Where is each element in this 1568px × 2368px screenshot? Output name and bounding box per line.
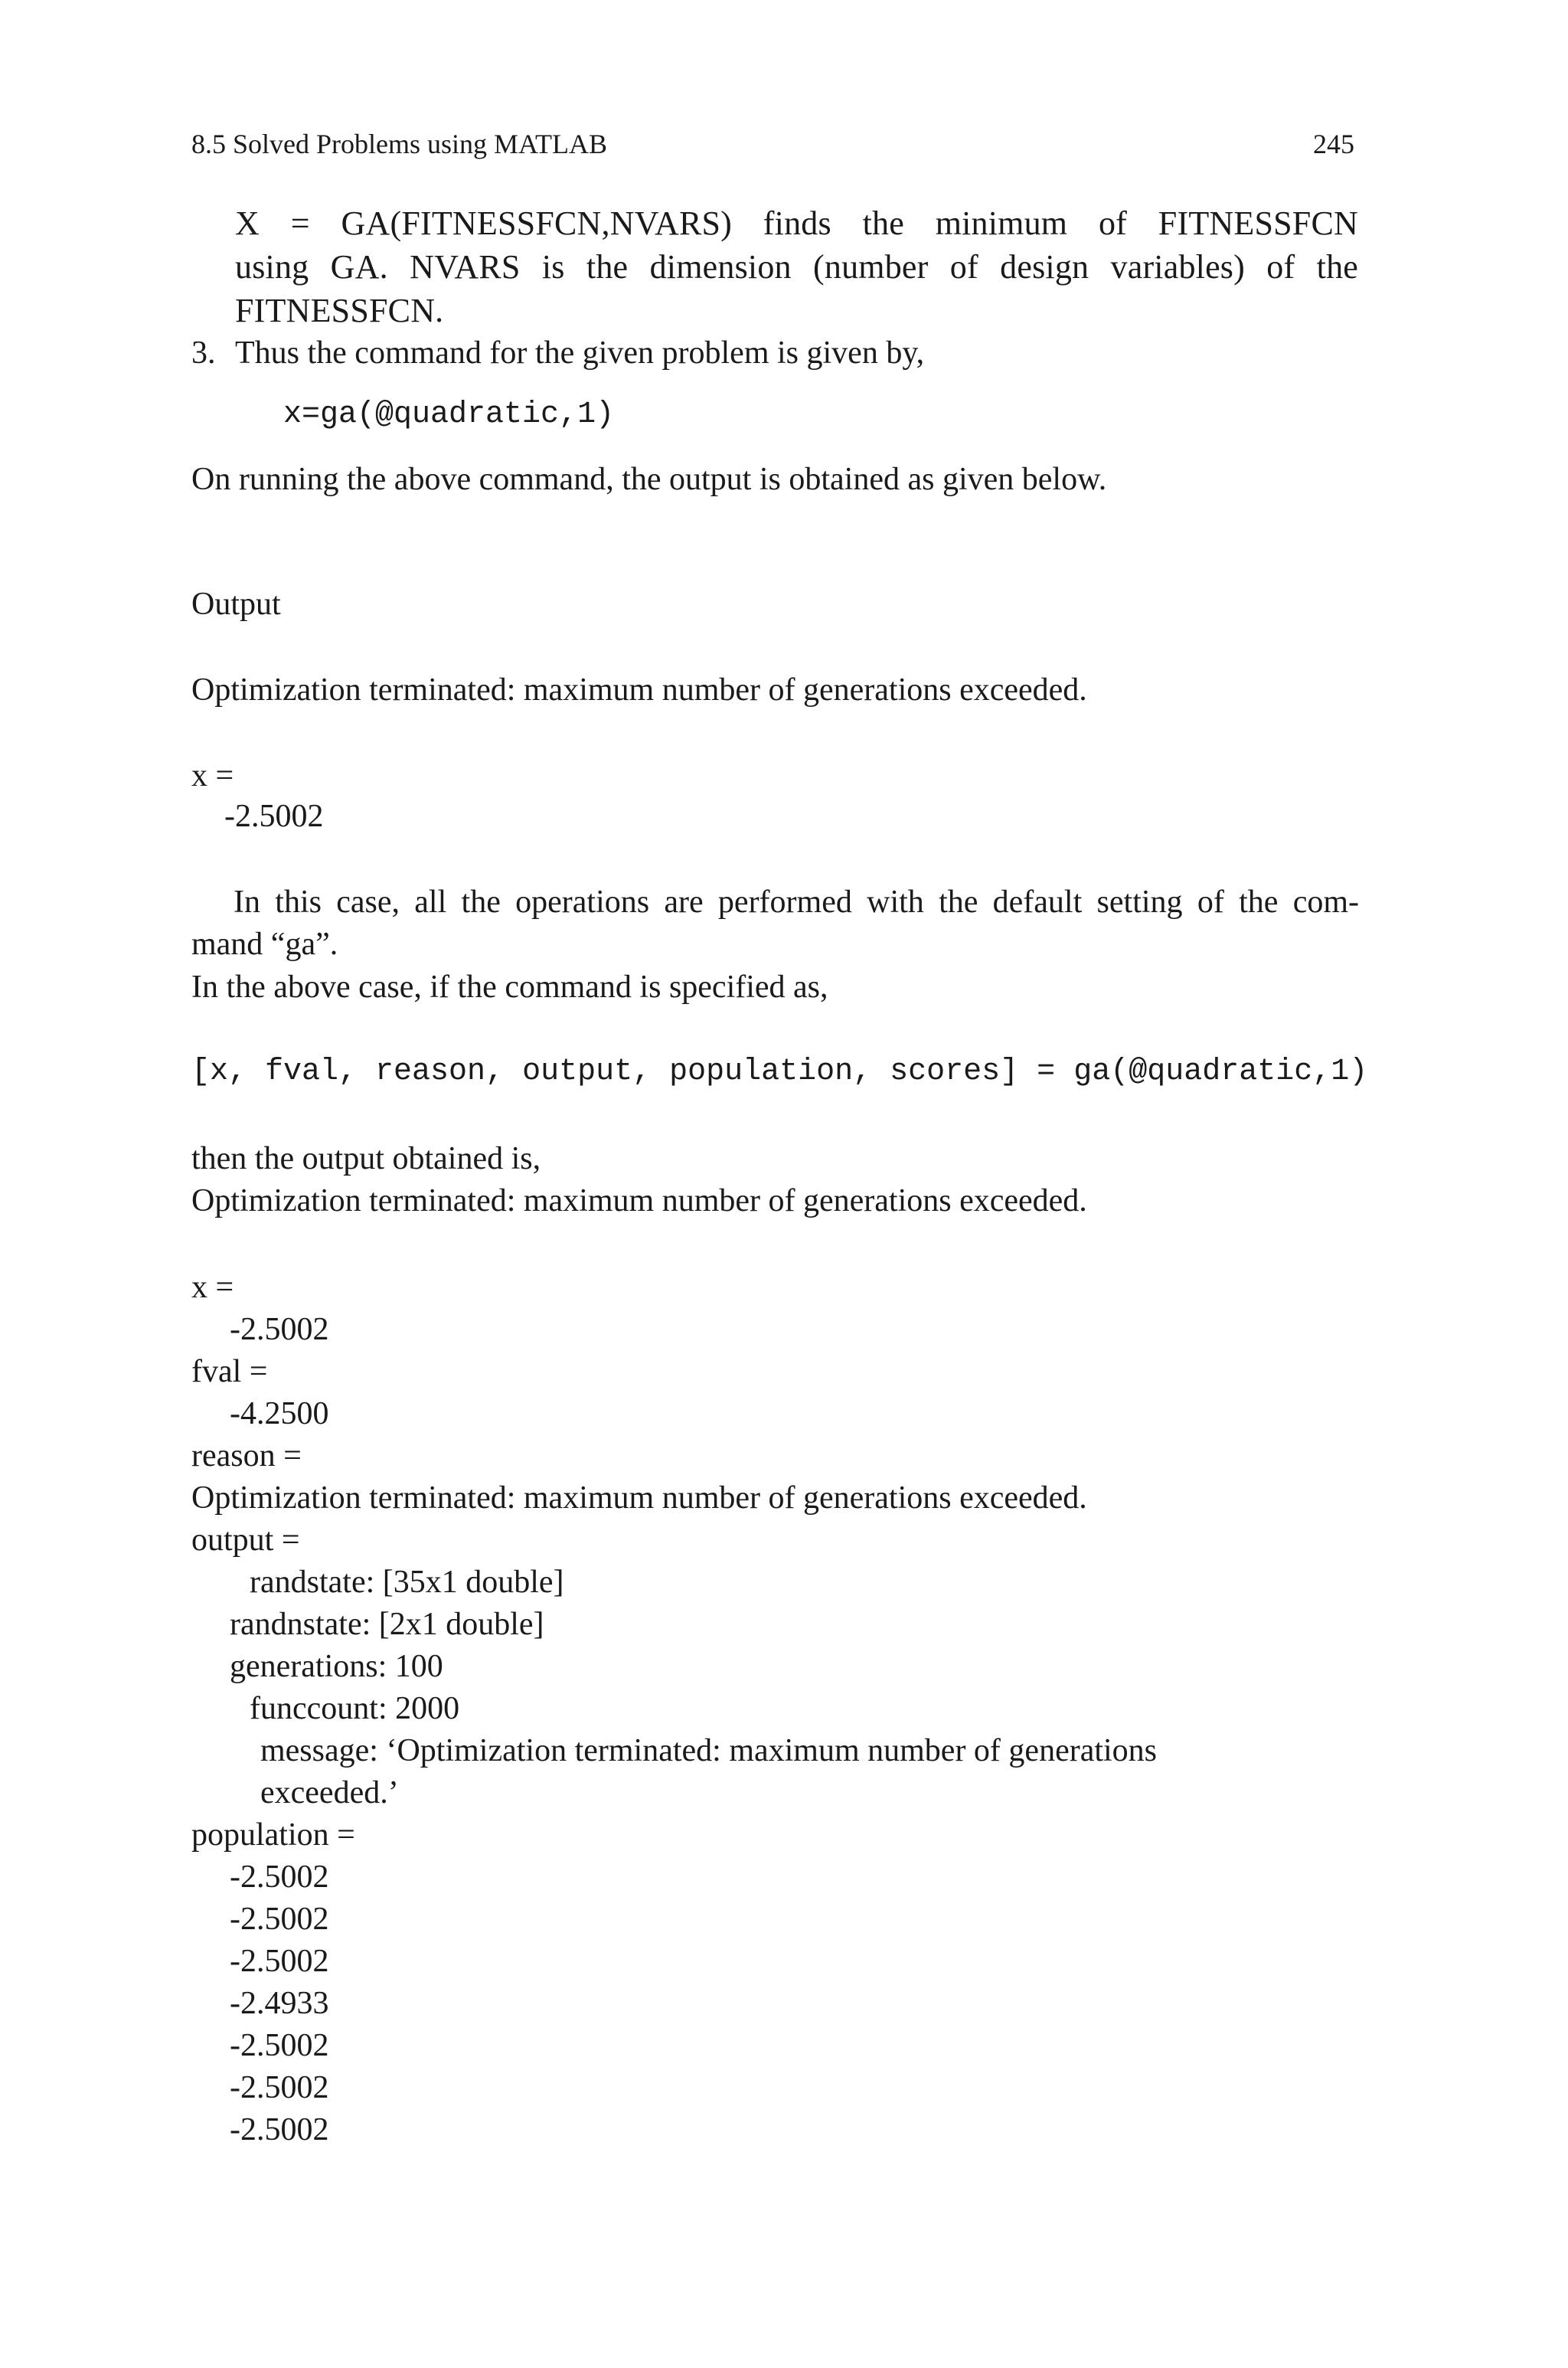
fval-label: fval = [191,1354,268,1389]
x-value: -2.5002 [230,1312,329,1347]
output-label: output = [191,1523,300,1558]
x-value: -2.5002 [224,799,324,834]
output-field-randnstate: randnstate: [2x1 double] [230,1607,544,1642]
output-intro: then the output obtained is, [191,1141,541,1176]
population-value: -2.5002 [230,1859,329,1895]
help-text-line: FITNESSFCN. [235,292,444,329]
step-number: 3. [191,335,216,371]
output-heading: Output [191,587,281,622]
help-text-line: using GA. NVARS is the dimension (number of design variables) of the [235,248,1358,286]
running-header-section: 8.5 Solved Problems using MATLAB [191,129,608,159]
step-text: Thus the command for the given problem is given by, [235,335,925,371]
output-field-generations: generations: 100 [230,1649,443,1684]
x-label: x = [191,758,234,793]
fval-value: -4.2500 [230,1396,329,1431]
output-field-message: message: ‘Optimization terminated: maximum number of generations [260,1733,1158,1768]
output-field-funccount: funccount: 2000 [250,1691,460,1726]
termination-message: Optimization terminated: maximum number of generations exceeded. [191,1183,1087,1218]
explanation-line: mand “ga”. [191,927,338,962]
page-number: 245 [1313,129,1354,159]
x-label: x = [191,1270,234,1305]
output-field-message-continued: exceeded.’ [260,1775,399,1810]
explanation-line: In this case, all the operations are performed with the default setting of the com- [234,885,1359,920]
reason-value: Optimization terminated: maximum number of generations exceeded. [191,1480,1087,1516]
population-value: -2.5002 [230,2028,329,2063]
run-note: On running the above command, the output is obtained as given below. [191,462,1107,497]
output-field-randstate: randstate: [35x1 double] [250,1565,564,1600]
population-value: -2.4933 [230,1986,329,2021]
ga-command: x=ga(@quadratic,1) [283,397,615,432]
population-value: -2.5002 [230,2112,329,2147]
reason-label: reason = [191,1438,302,1473]
population-label: population = [191,1817,355,1853]
population-value: -2.5002 [230,1902,329,1937]
population-value: -2.5002 [230,2070,329,2105]
termination-message: Optimization terminated: maximum number of generations exceeded. [191,672,1087,708]
explanation-line: In the above case, if the command is specified as, [191,970,828,1005]
full-ga-command: [x, fval, reason, output, population, scores] = ga(@quadratic,1) [191,1055,1368,1089]
population-value: -2.5002 [230,1944,329,1979]
help-text-line: X = GA(FITNESSFCN,NVARS) finds the minimum of FITNESSFCN [235,204,1358,242]
